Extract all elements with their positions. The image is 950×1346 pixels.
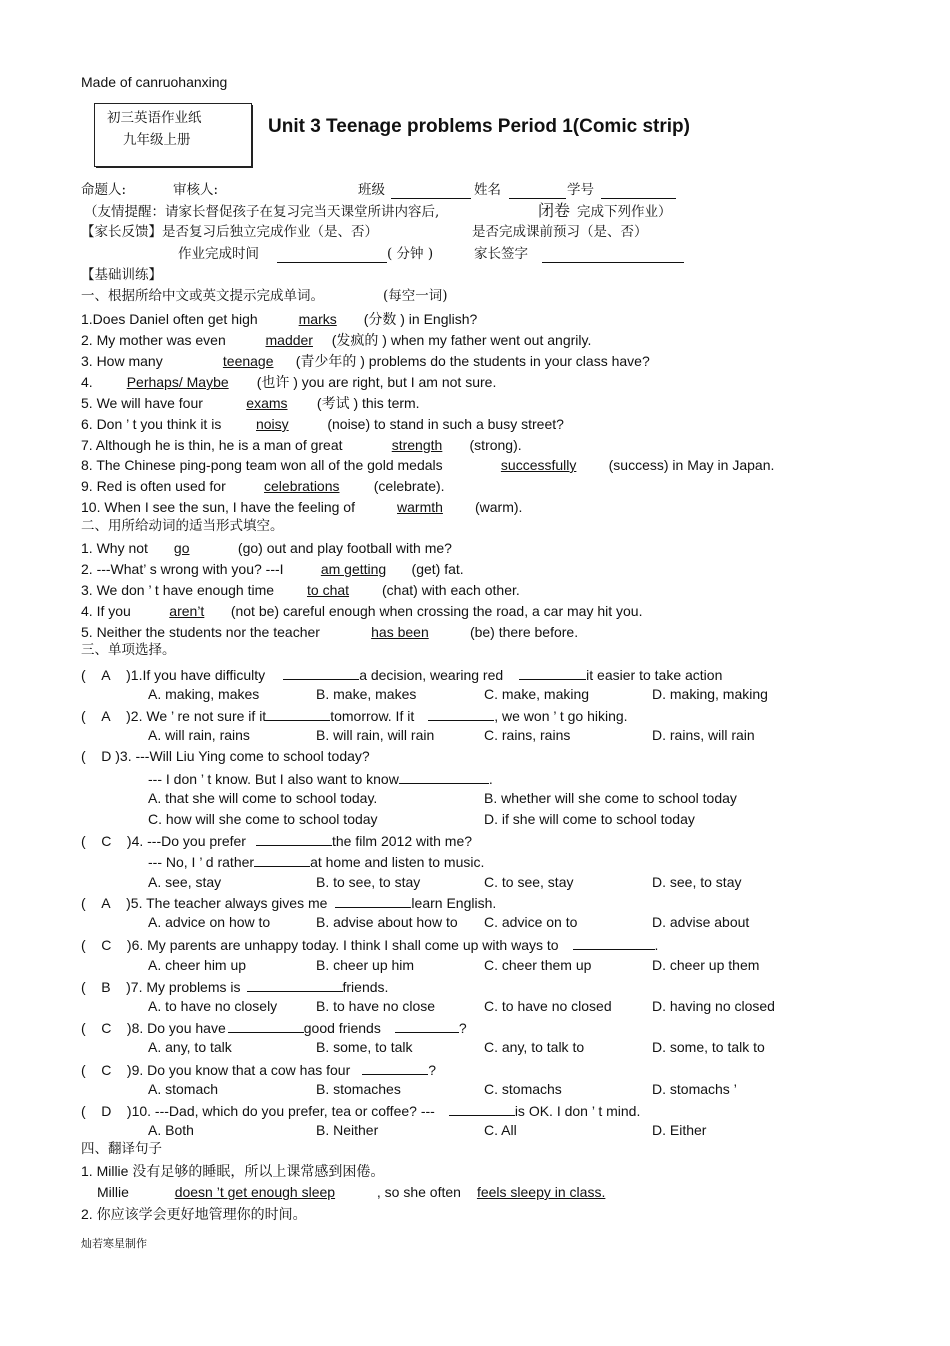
sec1-item: 9. Red is often used for celebrations (celebrate). (81, 478, 445, 494)
answer-blank[interactable] (449, 1101, 515, 1116)
option[interactable]: C. stomachs (484, 1081, 562, 1097)
option[interactable]: B. cheer up him (316, 957, 415, 973)
answer-blank[interactable]: am getting (320, 561, 387, 577)
sec2-item: 3. We don ’ t have enough time to chat (chat) with each other. (81, 582, 520, 598)
page-title: Unit 3 Teenage problems Period 1(Comic strip) (268, 116, 690, 137)
option[interactable]: C. to have no closed (484, 998, 612, 1014)
option[interactable]: D. rains, will rain (652, 727, 755, 743)
option[interactable]: D. if she will come to school today (484, 811, 695, 827)
sec1-heading: 一、根据所给中文或英文提示完成单词。 (81, 288, 324, 304)
mc-question: ( A )2. We ’ re not sure if it tomorrow. If it , we won ’ t go hiking. (81, 708, 628, 724)
answer-blank[interactable]: aren’t (169, 603, 205, 619)
answer-blank[interactable] (247, 977, 343, 992)
mc-answer: A (101, 895, 111, 911)
option[interactable]: B. to see, to stay (316, 874, 421, 890)
mc-answer: C (101, 1020, 112, 1036)
answer-blank[interactable]: celebrations (264, 478, 340, 494)
mc-answer: D (101, 748, 112, 764)
answer-blank[interactable]: noisy (255, 416, 289, 432)
reminder-after: 完成下列作业） (577, 204, 672, 220)
option[interactable]: D. some, to talk to (652, 1039, 765, 1055)
footer-note: 灿若寒星制作 (81, 1237, 147, 1250)
option[interactable]: A. will rain, rains (148, 727, 250, 743)
parent-sign-blank[interactable] (542, 248, 684, 263)
answer-blank[interactable] (335, 893, 411, 908)
name-blank[interactable] (509, 184, 566, 199)
class-blank[interactable] (391, 184, 471, 199)
answer-blank[interactable] (395, 1018, 459, 1033)
answer-blank[interactable]: go (173, 540, 190, 556)
option[interactable]: C. to see, stay (484, 874, 574, 890)
option[interactable]: B. Neither (316, 1122, 379, 1138)
sec1-item: 8. The Chinese ping-pong team won all of the gold medals successfully (success) in May in Japan. (81, 457, 775, 473)
sec2-item: 1. Why not go (go) out and play football with me? (81, 540, 452, 556)
option[interactable]: C. make, making (484, 686, 590, 702)
option[interactable]: C. All (484, 1122, 517, 1138)
grade-box-line1: 初三英语作业纸 (107, 110, 202, 126)
option[interactable]: A. any, to talk (148, 1039, 232, 1055)
class-label: 班级 (358, 182, 385, 198)
mc-question: ( B )7. My problems is friends. (81, 979, 389, 995)
option[interactable]: C. cheer them up (484, 957, 592, 973)
mc-question: ( C )6. My parents are unhappy today. I think I shall come up with ways to . (81, 937, 659, 953)
sec2-item: 2. ---What’ s wrong with you? ---I am getting (get) fat. (81, 561, 464, 577)
mc-question-line2: --- No, I ’ d rather at home and listen to music. (148, 854, 485, 870)
sec1-item: 4. Perhaps/ Maybe (也许 ) you are right, but I am not sure. (81, 374, 497, 390)
answer-blank[interactable]: warmth (397, 499, 443, 515)
option[interactable]: A. to have no closely (148, 998, 278, 1014)
name-label: 姓名 (474, 182, 501, 198)
answer-blank[interactable] (399, 769, 489, 784)
sec3-heading: 三、单项选择。 (81, 642, 176, 658)
sec2-heading: 二、用所给动词的适当形式填空。 (81, 518, 284, 534)
sec4-heading: 四、翻译句子 (81, 1141, 162, 1157)
mc-question: ( D )3. ---Will Liu Ying come to school today? (81, 748, 370, 764)
option[interactable]: A. advice on how to (148, 914, 271, 930)
option[interactable]: A. cheer him up (148, 957, 247, 973)
section-basic: 【基础训练】 (81, 267, 162, 283)
answer-blank[interactable]: marks (298, 311, 337, 327)
mc-question: ( A )1.If you have difficulty a decision, wearing red it easier to take action (81, 667, 723, 683)
option[interactable]: D. having no closed (652, 998, 775, 1014)
answer-blank[interactable]: has been (371, 624, 429, 640)
answer-blank[interactable]: teenage (222, 353, 274, 369)
answer-blank[interactable] (228, 1018, 304, 1033)
answer-blank[interactable]: doesn ’t get enough sleep (174, 1184, 336, 1200)
answer-blank[interactable]: strength (391, 437, 443, 453)
setter-label: 命题人: (81, 182, 127, 198)
option[interactable]: A. Both (148, 1122, 194, 1138)
mc-answer: A (101, 667, 111, 683)
sec2-item: 4. If you aren’t (not be) careful enough when crossing the road, a car may hit you. (81, 603, 643, 619)
answer-blank[interactable]: feels sleepy in class. (476, 1184, 606, 1200)
answer-blank[interactable]: Perhaps/ Maybe (126, 374, 229, 390)
sec4-sentence1-en: Millie doesn ’t get enough sleep , so she often feels sleepy in class. (97, 1184, 606, 1200)
option[interactable]: A. stomach (148, 1081, 219, 1097)
mc-answer: C (101, 833, 112, 849)
time-label: 作业完成时间 (178, 246, 259, 262)
reminder-text: （友情提醒：请家长督促孩子在复习完当天课堂所讲内容后, (84, 204, 440, 220)
sec4-sentence1-cn: 1. Millie 没有足够的睡眠，所以上课常感到困倦。 (81, 1163, 385, 1179)
answer-blank[interactable]: successfully (500, 457, 577, 473)
feedback-b: 是否完成课前预习（是、否） (472, 224, 648, 240)
sec4-sentence2-cn: 2. 你应该学会更好地管理你的时间。 (81, 1206, 307, 1222)
option[interactable]: A. making, makes (148, 686, 260, 702)
option[interactable]: B. advise about how to (316, 914, 458, 930)
answer-blank[interactable] (283, 665, 359, 680)
option[interactable]: D. advise about (652, 914, 750, 930)
mc-question: ( D )10. ---Dad, which do you prefer, tea or coffee? --- is OK. I don ’ t mind. (81, 1103, 641, 1119)
answer-blank[interactable] (573, 935, 655, 950)
option[interactable]: C. rains, rains (484, 727, 571, 743)
time-blank[interactable] (277, 248, 387, 263)
option[interactable]: D. cheer up them (652, 957, 760, 973)
mc-answer: C (101, 1062, 112, 1078)
answer-blank[interactable] (519, 665, 586, 680)
mc-question: ( C )8. Do you have good friends ? (81, 1020, 467, 1036)
sec1-item: 6. Don ’ t you think it is noisy (noise) to stand in such a busy street? (81, 416, 564, 432)
mc-question: ( A )5. The teacher always gives me learn English. (81, 895, 497, 911)
answer-blank[interactable] (256, 831, 332, 846)
mc-question-line2: --- I don ’ t know. But I also want to know . (148, 771, 493, 787)
sec1-note: (每空一词) (383, 288, 448, 304)
option[interactable]: C. advice on to (484, 914, 578, 930)
feedback-a: 【家长反馈】是否复习后独立完成作业（是、否） (81, 224, 378, 240)
option[interactable]: C. how will she come to school today (148, 811, 378, 827)
option[interactable]: B. whether will she come to school today (484, 790, 737, 806)
mc-question: ( C )9. Do you know that a cow has four ? (81, 1062, 437, 1078)
option[interactable]: B. stomaches (316, 1081, 401, 1097)
sec1-item: 10. When I see the sun, I have the feeling of warmth (warm). (81, 499, 523, 515)
mc-answer: D (101, 1103, 112, 1119)
mc-answer: A (101, 708, 111, 724)
option[interactable]: D. making, making (652, 686, 768, 702)
answer-blank[interactable] (362, 1060, 428, 1075)
reminder-closed: 闭卷 (538, 201, 571, 220)
sec1-item: 7. Although he is thin, he is a man of great strength (strong). (81, 437, 522, 453)
header-note: Made of canruohanxing (81, 74, 228, 90)
option[interactable]: B. some, to talk (316, 1039, 413, 1055)
option[interactable]: D. Either (652, 1122, 707, 1138)
sec1-item: 5. We will have four exams (考试 ) this term. (81, 395, 420, 411)
mc-question: ( C )4. ---Do you prefer the film 2012 with me? (81, 833, 473, 849)
sec1-item: 3. How many teenage (青少年的 ) problems do the students in your class have? (81, 353, 650, 369)
sec1-item: 1.Does Daniel often get high marks (分数 ) in English? (81, 311, 478, 327)
option[interactable]: A. that she will come to school today. (148, 790, 378, 806)
answer-blank[interactable]: madder (265, 332, 313, 348)
answer-blank[interactable] (428, 706, 494, 721)
reviewer-label: 审核人: (173, 182, 219, 198)
option[interactable]: D. see, to stay (652, 874, 742, 890)
option[interactable]: B. will rain, will rain (316, 727, 435, 743)
parent-sign-label: 家长签字 (474, 246, 528, 262)
mc-answer: C (101, 937, 112, 953)
number-label: 学号 (567, 182, 594, 198)
option[interactable]: B. make, makes (316, 686, 417, 702)
time-minutes: ( 分钟 ) (387, 246, 434, 262)
answer-blank[interactable]: to chat (307, 582, 350, 598)
option[interactable]: C. any, to talk to (484, 1039, 585, 1055)
option[interactable]: D. stomachs ’ (652, 1081, 737, 1097)
option[interactable]: B. to have no close (316, 998, 436, 1014)
sec2-item: 5. Neither the students nor the teacher has been (be) there before. (81, 624, 579, 640)
grade-box-line2: 九年级上册 (123, 132, 191, 148)
answer-blank[interactable] (266, 706, 330, 721)
answer-blank[interactable] (254, 852, 310, 867)
sec1-item: 2. My mother was even madder (发疯的 ) when my father went out angrily. (81, 332, 592, 348)
number-blank[interactable] (601, 184, 676, 199)
option[interactable]: A. see, stay (148, 874, 222, 890)
answer-blank[interactable]: exams (246, 395, 288, 411)
mc-answer: B (101, 979, 111, 995)
